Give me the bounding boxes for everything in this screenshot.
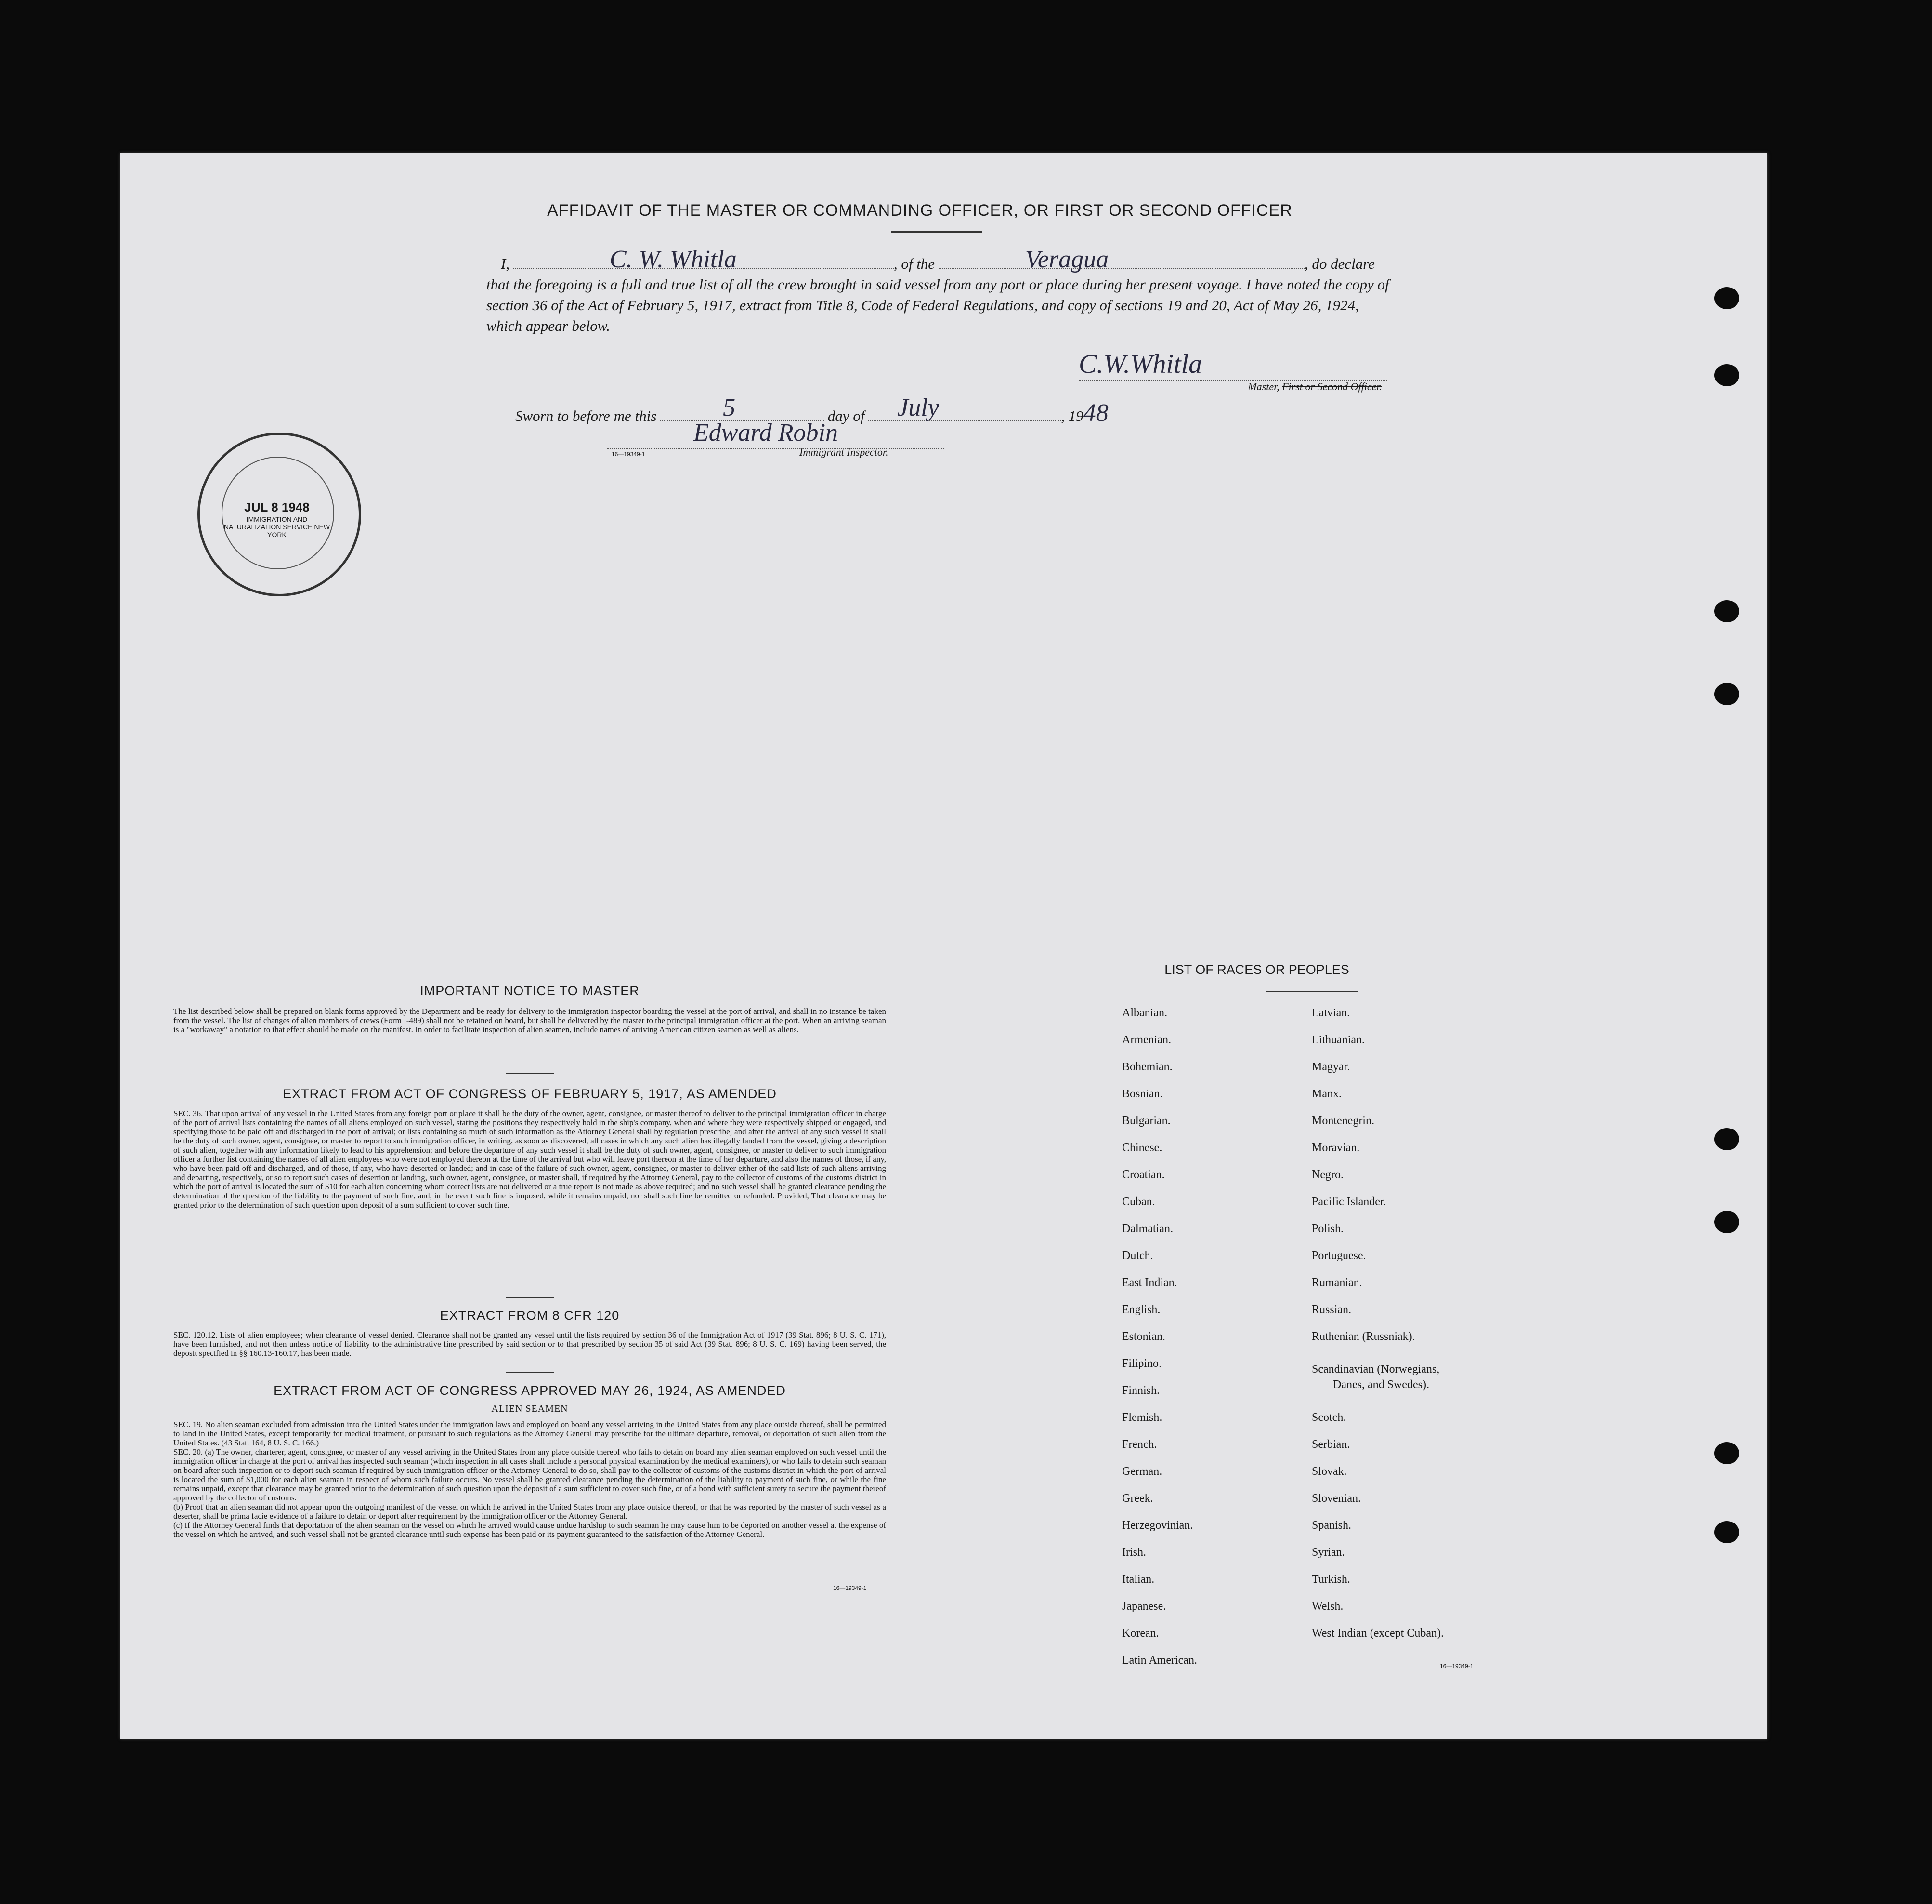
race-item: Bohemian. bbox=[1122, 1061, 1173, 1073]
race-item: Portuguese. bbox=[1312, 1249, 1366, 1262]
race-item: Herzegovinian. bbox=[1122, 1519, 1193, 1532]
notice-rule bbox=[506, 1073, 554, 1074]
extract-cfr-rule bbox=[506, 1372, 554, 1373]
affidavit-form-code: 16—19349-1 bbox=[612, 451, 645, 458]
declaration-line bbox=[486, 246, 1392, 274]
master-caption-text: Master, bbox=[1248, 381, 1279, 393]
document-sheet bbox=[120, 153, 1767, 1739]
race-item: Croatian. bbox=[1122, 1169, 1165, 1181]
race-item: Rumanian. bbox=[1312, 1276, 1362, 1289]
punch-hole bbox=[1714, 364, 1739, 386]
race-item: Russian. bbox=[1312, 1303, 1352, 1316]
race-item: Serbian. bbox=[1312, 1438, 1350, 1451]
race-item: Manx. bbox=[1312, 1088, 1342, 1100]
inspector-signature-line bbox=[607, 419, 944, 449]
extract-1924-subtitle: ALIEN SEAMEN bbox=[491, 1404, 568, 1414]
extract-form-code: 16—19349-1 bbox=[833, 1585, 867, 1591]
vessel-name-handwriting: Veragua bbox=[1025, 246, 1109, 273]
race-item: Ruthenian (Russniak). bbox=[1312, 1330, 1415, 1343]
master-name-field bbox=[513, 246, 894, 273]
race-item: Finnish. bbox=[1122, 1384, 1160, 1397]
race-item: Slovenian. bbox=[1312, 1492, 1361, 1505]
race-item: German. bbox=[1122, 1465, 1162, 1478]
race-item: Bulgarian. bbox=[1122, 1115, 1171, 1127]
race-item: Magyar. bbox=[1312, 1061, 1350, 1073]
race-item: Montenegrin. bbox=[1312, 1115, 1374, 1127]
inspector-caption: Immigrant Inspector. bbox=[799, 446, 888, 458]
race-item: Chinese. bbox=[1122, 1142, 1162, 1154]
race-item: English. bbox=[1122, 1303, 1161, 1316]
extract-1917-rule bbox=[506, 1297, 554, 1298]
race-item: Turkish. bbox=[1312, 1573, 1350, 1586]
race-item: Cuban. bbox=[1122, 1195, 1155, 1208]
sworn-month-field bbox=[868, 394, 1061, 421]
race-item: Greek. bbox=[1122, 1492, 1153, 1505]
extract-1924-title: EXTRACT FROM ACT OF CONGRESS APPROVED MAY 26, 1924, AS AMENDED bbox=[274, 1383, 786, 1398]
race-item: French. bbox=[1122, 1438, 1157, 1451]
race-item: Flemish. bbox=[1122, 1411, 1162, 1424]
punch-hole bbox=[1714, 600, 1739, 622]
extract-1917-text: SEC. 36. That upon arrival of any vessel in the United States from any foreign port or place it shall be the duty of the owner, agent, consignee, or master thereof to deliver to the principal immigration officer in charge of the port of arrival lists containing the names of all aliens employed on such vessel, stating the positions they respectively hold in the ship's company, when and where they were respectively shipped or engaged, and specifying those to be paid off and discharged in the port of arrival; or lists containing so much of such information as the Attorney General shall by regulation prescribe; and after the arrival of any such vessel it shall be the duty of such owner, agent, consignee, or master to report to such immigration officer, in writing, as soon as discovered, all cases in which any such alien has illegally landed from the vessel, giving a description of such alien, together with any information likely to lead to his apprehension; and before the departure of any such vessel it shall be the duty of such owner, agent, consignee, or master to deliver to such immigration officer a further list containing the names of all alien employees who were not employed thereon at the time of the arrival but who will leave port thereon at the time of her departure, and also the names of those, if any, who have been paid off and discharged, and of those, if any, who have deserted or landed; and in case of the failure of such owner, agent, consignee, or master to deliver either of the said lists of such aliens arriving and departing, respectively, or so to report such cases of desertion or landing, such owner, agent, consignee, or master shall, if required by the Attorney General, pay to the collector of customs of the customs district in which the port of arrival is located the sum of $10 for each alien concerning whom correct lists are not delivered or a true report is not made as above required; and no such vessel shall be granted clearance pending the determination of the question of the liability to the payment of such fine, and, in the event such fine is imposed, while it remains unpaid; nor shall such fine be remitted or refunded: Provided, That clearance may be granted prior to the determination of such question upon deposit of a sum sufficient to cover such fine. bbox=[173, 1109, 886, 1209]
race-item: Negro. bbox=[1312, 1169, 1344, 1181]
race-item: Latvian. bbox=[1312, 1007, 1350, 1019]
notice-text: The list described below shall be prepared on blank forms approved by the Department and be ready for delivery to the immigration inspector boarding the vessel at the port of arrival, and shall in no instance be taken from the vessel. The list of changes of alien members of crews (Form I-489) shall not be retained on board, but shall be delivered by the master to the principal immigration officer at the port. When an arriving seaman is a "workaway" a notation to that effect should be made on the manifest. In order to facilitate inspection of alien seamen, include names of arriving American citizen seamen as well as aliens. bbox=[173, 1007, 886, 1034]
sworn-day-handwriting: 5 bbox=[723, 394, 736, 421]
vessel-name-field bbox=[939, 246, 1305, 273]
race-item: Moravian. bbox=[1312, 1142, 1360, 1154]
race-item: Lithuanian. bbox=[1312, 1034, 1365, 1046]
punch-hole bbox=[1714, 683, 1739, 705]
punch-hole bbox=[1714, 287, 1739, 309]
race-item: Scandinavian (Norwegians, bbox=[1312, 1363, 1440, 1376]
race-item: Japanese. bbox=[1122, 1600, 1166, 1613]
race-item: Dalmatian. bbox=[1122, 1222, 1173, 1235]
extract-1917-title: EXTRACT FROM ACT OF CONGRESS OF FEBRUARY 5, 1917, AS AMENDED bbox=[283, 1087, 777, 1101]
race-item: Spanish. bbox=[1312, 1519, 1352, 1532]
master-signature: C.W.Whitla bbox=[1079, 349, 1202, 379]
race-item: Slovak. bbox=[1312, 1465, 1347, 1478]
affidavit-title: AFFIDAVIT OF THE MASTER OR COMMANDING OFFICER, OR FIRST OR SECOND OFFICER bbox=[547, 201, 1292, 220]
extract-1924-sec20b: (b) Proof that an alien seaman did not appear upon the outgoing manifest of the vessel on which he arrived in the United States from any place outside thereof, or that he was reported by the master of such vessel as a deserter, shall be prima facie evidence of a failure to detain or deport after requirement by the immigration officer or the Attorney General. bbox=[173, 1502, 886, 1521]
of-the-label: , of the bbox=[893, 255, 935, 272]
extract-1924-sec20a: SEC. 20. (a) The owner, charterer, agent, consignee, or master of any vessel arriving in the United States from any place outside thereof who fails to detain on board any alien seaman employed on such vessel until the immigration officer in charge at the port of arrival has inspected such seaman (which inspection in all cases shall include a personal physical examination by the medical examiners), or who fails to detain such seaman on board after such inspection or to deport such seaman if required by such immigration officer or the Attorney General to do so, shall pay to the collector of customs of the customs district in which the port of arrival is located the sum of $1,000 for each alien seaman in respect of whom such failure occurs. No vessel shall be granted clearance pending the determination of the liability to payment of such fine, or while the fine remains unpaid, except that clearance may be granted prior to the determination of such question upon the deposit of a sum sufficient to cover such fine, or of a bond with sufficient surety to secure the payment thereof approved by the collector of customs. bbox=[173, 1447, 886, 1502]
race-item: Armenian. bbox=[1122, 1034, 1171, 1046]
race-item: Scotch. bbox=[1312, 1411, 1346, 1424]
race-item: Latin American. bbox=[1122, 1654, 1197, 1667]
punch-hole bbox=[1714, 1128, 1739, 1150]
sworn-month-handwriting: July bbox=[897, 394, 939, 421]
master-name-handwriting: C. W. Whitla bbox=[609, 246, 737, 273]
race-item: Italian. bbox=[1122, 1573, 1155, 1586]
title-rule bbox=[891, 231, 982, 233]
sworn-year-handwriting: 48 bbox=[1083, 399, 1109, 427]
officer-caption-struck: First or Second Officer. bbox=[1282, 381, 1382, 393]
race-item: Danes, and Swedes). bbox=[1333, 1379, 1429, 1391]
race-item: East Indian. bbox=[1122, 1276, 1177, 1289]
race-item: Dutch. bbox=[1122, 1249, 1153, 1262]
extract-cfr-text: SEC. 120.12. Lists of alien employees; when clearance of vessel denied. Clearance shall not be granted any vessel until the lists required by section 36 of the Immigration Act of 1917 (39 Stat. 896; 8 U. S. C. 171), have been furnished, and not then unless notice of liability to the administrative fine prescribed by said section or to that prescribed by section 35 of said Act (39 Stat. 896; 8 U. S. C. 169) having been served, the deposit specified in §§ 160.13-160.17, has been made. bbox=[173, 1330, 886, 1358]
race-item: Estonian. bbox=[1122, 1330, 1165, 1343]
do-declare-label: , do declare bbox=[1304, 255, 1375, 272]
punch-hole bbox=[1714, 1521, 1739, 1543]
inspector-signature: Edward Robin bbox=[693, 419, 838, 446]
stamp-date: JUL 8 1948 bbox=[244, 500, 310, 514]
declaration-text: that the foregoing is a full and true list of all the crew brought in said vessel from any port or place during her present voyage. I have noted the copy of section 36 of the Act of February 5, 1917, extract from Title 8, Code of Federal Regulations, and copy of sections 19 and 20, Act of May 26, 1924, which appear below. bbox=[486, 276, 1389, 334]
race-item: Syrian. bbox=[1312, 1546, 1345, 1559]
race-item: Pacific Islander. bbox=[1312, 1195, 1386, 1208]
races-form-code: 16—19349-1 bbox=[1440, 1663, 1474, 1669]
race-item: Irish. bbox=[1122, 1546, 1146, 1559]
punch-hole bbox=[1714, 1442, 1739, 1464]
extract-1924-sec20c: (c) If the Attorney General finds that deportation of the alien seaman on the vessel on which he arrived would cause undue hardship to such seaman he may cause him to be deported on another vessel at the expense of the vessel on which he arrived, and such vessel shall not be granted clearance until such expense has been paid or its payment guaranteed to the satisfaction of the Attorney General. bbox=[173, 1521, 886, 1539]
year-prefix: , 19 bbox=[1061, 407, 1083, 424]
master-signature-line bbox=[1079, 349, 1387, 381]
affidavit-body bbox=[486, 246, 1392, 336]
race-item: Albanian. bbox=[1122, 1007, 1167, 1019]
day-of-label: day of bbox=[827, 407, 865, 424]
punch-hole bbox=[1714, 1211, 1739, 1233]
race-item: Filipino. bbox=[1122, 1357, 1162, 1370]
stamp-text: IMMIGRATION AND NATURALIZATION SERVICE NEW YORK bbox=[223, 515, 330, 538]
races-rule bbox=[1266, 991, 1358, 992]
extract-1924-sec19: SEC. 19. No alien seaman excluded from admission into the United States under the immigration laws and employed on board any vessel arriving in the United States from any place outside thereof, shall be permitted to land in the United States, except temporarily for medical treatment, or pursuant to such regulations as the Attorney General may prescribe for the ultimate departure, removal, or deportation of such alien from the United States. (43 Stat. 164, 8 U. S. C. 166.) bbox=[173, 1420, 886, 1447]
master-caption bbox=[1064, 381, 1382, 393]
race-item: Korean. bbox=[1122, 1627, 1159, 1640]
race-item: Bosnian. bbox=[1122, 1088, 1163, 1100]
extract-cfr-title: EXTRACT FROM 8 CFR 120 bbox=[440, 1308, 620, 1323]
race-item: West Indian (except Cuban). bbox=[1312, 1627, 1444, 1640]
race-item: Polish. bbox=[1312, 1222, 1344, 1235]
race-item: Welsh. bbox=[1312, 1600, 1344, 1613]
extract-1924-body bbox=[173, 1420, 886, 1539]
sworn-label: Sworn to before me this bbox=[515, 407, 657, 424]
races-title: LIST OF RACES OR PEOPLES bbox=[1164, 962, 1349, 977]
i-label: I, bbox=[501, 255, 510, 272]
notice-title: IMPORTANT NOTICE TO MASTER bbox=[420, 984, 640, 998]
